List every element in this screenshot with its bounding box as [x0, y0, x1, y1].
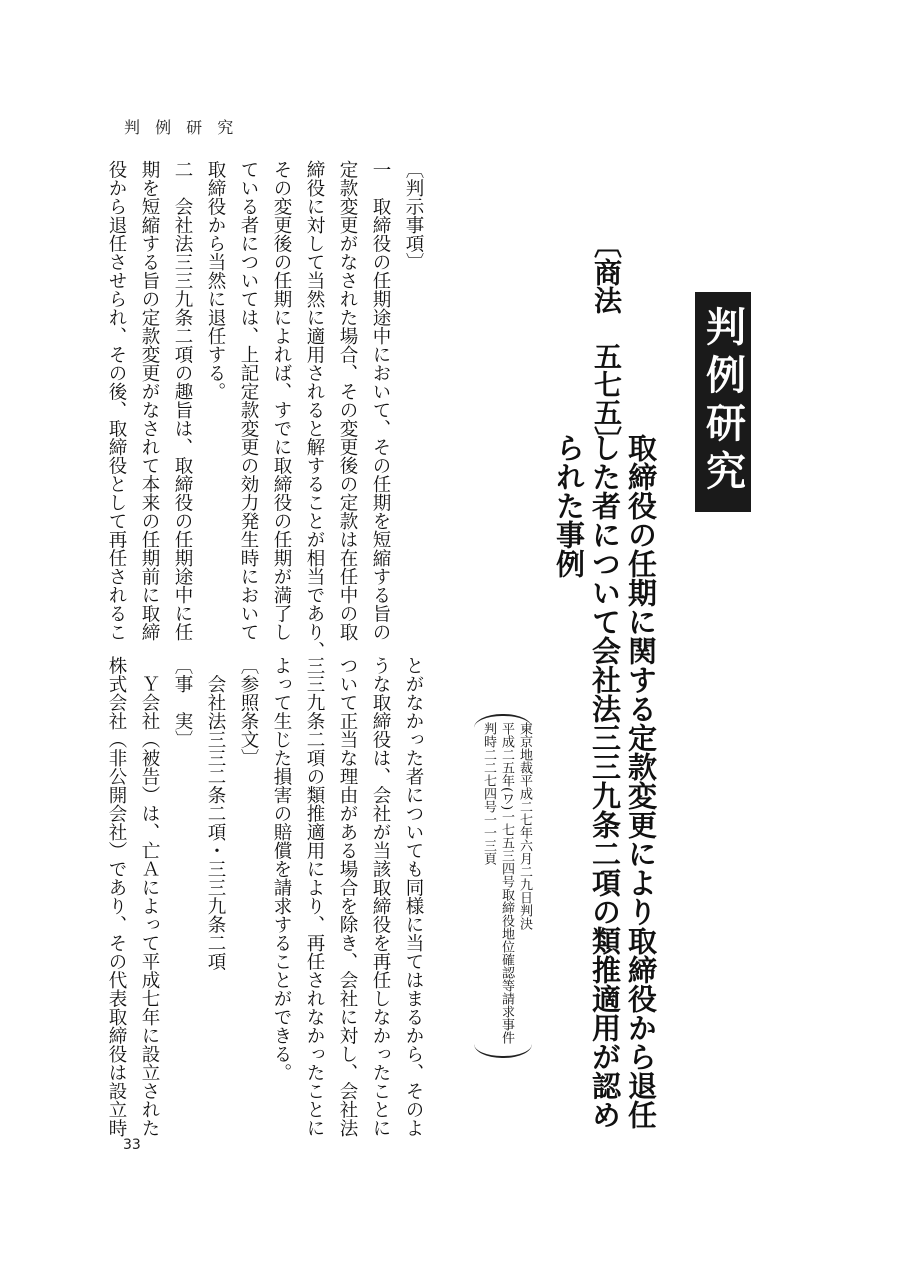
text-column: 株式会社（非公開会社）であり、その代表取締役は設立時	[106, 656, 127, 1137]
text-column: ている者については、上記定款変更の効力発生時において	[238, 160, 259, 641]
text-column: 締役に対して当然に適用されると解することが相当であり、	[304, 160, 325, 660]
text-column: 取締役から当然に退任する。	[205, 160, 226, 401]
text-column: ついて正当な理由がある場合を除き、会社に対し、会社法	[337, 656, 358, 1137]
text-column: 役から退任させられ、その後、取締役として再任されるこ	[106, 160, 127, 641]
text-column: うな取締役は、会社が当該取締役を再任しなかったことに	[370, 656, 391, 1137]
text-column: 〔参照条文〕	[238, 656, 259, 767]
text-column: Ｙ会社（被告）は、亡Ａによって平成七年に設立された	[139, 656, 160, 1137]
text-column: よって生じた損害の賠償を請求することができる。	[271, 656, 292, 1082]
article-title-line-1: 取締役の任期に関する定款変更により取締役から退任	[624, 433, 658, 1129]
court-citation-line-3: 判時二二七四号一一三頁	[481, 722, 496, 865]
article-title-line-3: られた事例	[552, 433, 586, 578]
text-column: 会社法三三二条二項・三三九条二項	[205, 656, 226, 971]
text-column: 一 取締役の任期途中において、その任期を短縮する旨の	[370, 160, 391, 641]
text-column: 定款変更がなされた場合、その変更後の定款は在任中の取	[337, 160, 358, 641]
text-column: 二 会社法三三九条二項の趣旨は、取締役の任期途中に任	[172, 160, 193, 641]
article-title-line-2: した者について会社法三三九条二項の類推適用が認め	[588, 433, 622, 1129]
text-column: 〔事 実〕	[172, 656, 193, 749]
court-citation-line-1: 東京地裁平成二七年六月二九日判決	[517, 722, 532, 930]
section-title-label: 判例研究	[699, 306, 746, 498]
text-column: とがなかった者についても同様に当てはまるから、そのよ	[403, 656, 424, 1137]
page-number: 33	[123, 1137, 141, 1153]
text-column: その変更後の任期によれば、すでに取締役の任期が満了し	[271, 160, 292, 641]
statute-reference: 〔商法 五七五〕	[590, 230, 623, 454]
text-column: 〔判示事項〕	[403, 160, 424, 271]
text-column: 期を短縮する旨の定款変更がなされて本来の任期前に取締	[139, 160, 160, 641]
court-citation-line-2: 平成二五年(ワ)一七五三四号取締役地位確認等請求事件	[499, 722, 514, 1045]
text-column: 三三九条二項の類推適用により、再任されなかったことに	[304, 656, 325, 1137]
section-title-block	[695, 292, 751, 512]
section-header: 判 例 研 究	[124, 118, 239, 137]
